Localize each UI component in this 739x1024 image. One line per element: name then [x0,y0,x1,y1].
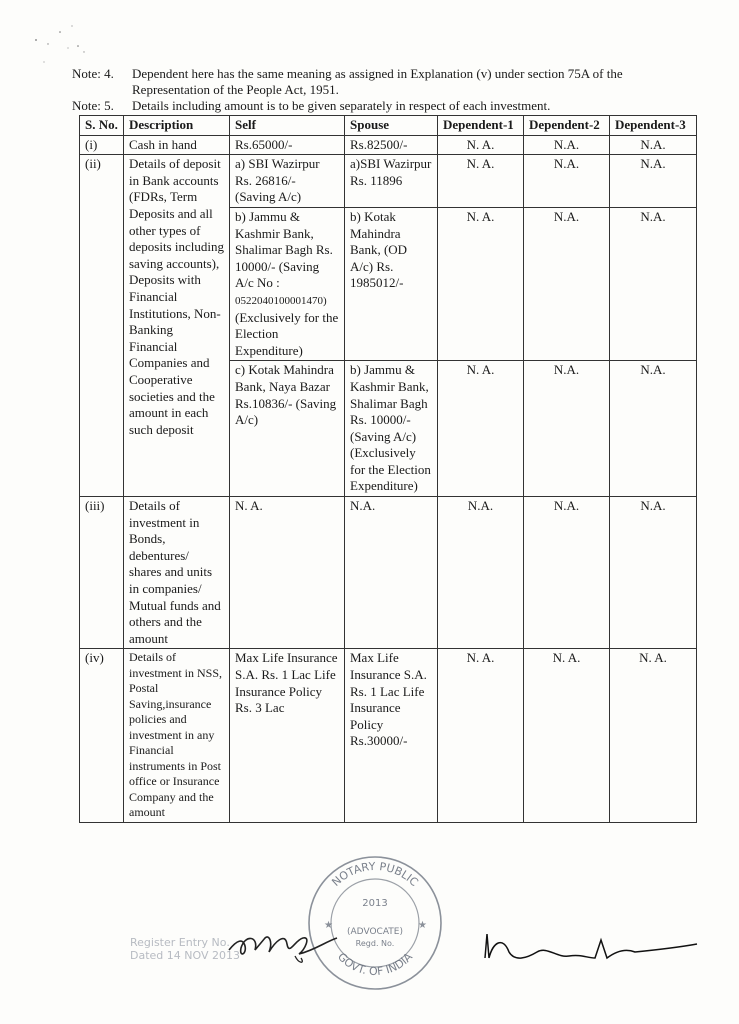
row-1-dependent-2: N.A. [524,135,610,155]
row-2c-dependent-1: N. A. [438,361,524,497]
register-entry-label: Register Entry No. [130,936,230,949]
note-5-text: Details including amount is to be given separately in respect of each investment. [132,98,551,113]
header-spouse: Spouse [345,116,438,136]
row-1-spouse: Rs.82500/- [345,135,438,155]
header-self: Self [230,116,345,136]
register-date: 14 NOV 2013 [166,949,240,962]
row-2-description: Details of deposit in Bank accounts (FDRs, Term Deposits and all other types of deposits including saving accounts), Deposits with Financial Institutions, Non-Banking Financial Companies and Cooperative societies and the amount in each such deposit [124,155,230,497]
row-4-dependent-3: N. A. [610,649,697,823]
seal-center-text: (ADVOCATE) [347,927,403,937]
row-2a-dependent-3: N.A. [610,155,697,208]
row-4-spouse: Max Life Insurance S.A. Rs. 1 Lac Life Insurance Policy Rs.30000/- [345,649,438,823]
row-3-spouse: N.A. [345,497,438,649]
row-2a-dependent-1: N. A. [438,155,524,208]
notary-signature [225,920,345,970]
row-2b-spouse: b) Kotak Mahindra Bank, (OD A/c) Rs. 1985012/- [345,207,438,360]
seal-reg-text: Regd. No. [355,939,395,948]
svg-text:GOVT. OF INDIA [335,950,415,978]
table-row [80,155,697,208]
investments-table [79,115,697,823]
row-4-description: Details of investment in NSS, Postal Saving,insurance policies and investment in any Financial instruments in Post office or Insurance Company and the amount [124,649,230,823]
row-4-sno: (iv) [80,649,124,823]
note-5-label: Note: 5. [72,98,114,113]
deponent-signature [475,928,700,968]
header-sno: S. No. [80,116,124,136]
header-description: Description [124,116,230,136]
note-4 [72,66,702,98]
row-2b-self-rest: (Exclusively for the Election Expenditure) [235,309,339,358]
row-2c-dependent-2: N.A. [524,361,610,497]
scan-specks [28,18,98,68]
row-1-dependent-3: N.A. [610,135,697,155]
row-2b-self-main: b) Jammu & Kashmir Bank, Shalimar Bagh Rs. 10000/- (Saving A/c No : [235,208,333,291]
seal-year: 2013 [362,898,388,909]
note-4-label: Note: 4. [72,66,114,81]
row-2c-spouse: b) Jammu & Kashmir Bank, Shalimar Bagh Rs. 10000/- (Saving A/c) (Exclusively for the Election Expenditure) [345,361,438,497]
row-1-dependent-1: N. A. [438,135,524,155]
svg-text:NOTARY PUBLIC [329,860,421,889]
row-3-sno: (iii) [80,497,124,649]
row-3-dependent-2: N.A. [524,497,610,649]
seal-star-right-icon: ★ [418,920,427,931]
row-1-self: Rs.65000/- [230,135,345,155]
row-2b-dependent-2: N.A. [524,207,610,360]
note-5 [72,98,702,114]
seal-star-left-icon: ★ [324,920,333,931]
signature-area [0,840,739,1024]
row-2c-self: c) Kotak Mahindra Bank, Naya Bazar Rs.10836/- (Saving A/c) [230,361,345,497]
table-header-row [80,116,697,136]
table-row [80,649,697,823]
row-1-sno: (i) [80,135,124,155]
row-3-dependent-1: N.A. [438,497,524,649]
notes-section [72,66,702,114]
header-dependent-1: Dependent-1 [438,116,524,136]
row-2-sno: (ii) [80,155,124,497]
table-row [80,497,697,649]
row-2a-self: a) SBI Wazirpur Rs. 26816/- (Saving A/c) [230,155,345,208]
seal-top-text: NOTARY PUBLIC [329,859,421,889]
row-2c-dependent-3: N.A. [610,361,697,497]
row-2b-self-account: 0522040100001470) [235,294,327,307]
row-2b-self [230,207,345,360]
row-2b-dependent-3: N.A. [610,207,697,360]
row-2b-dependent-1: N. A. [438,207,524,360]
register-dated-label: Dated [130,949,164,962]
header-dependent-2: Dependent-2 [524,116,610,136]
seal-bottom-text: GOVT. OF INDIA [334,950,416,979]
row-4-dependent-2: N. A. [524,649,610,823]
row-3-dependent-3: N.A. [610,497,697,649]
row-3-description: Details of investment in Bonds, debentures/ shares and units in companies/ Mutual funds and others and the amount [124,497,230,649]
note-4-text: Dependent here has the same meaning as assigned in Explanation (v) under section 75A of the Representation of the People Act, 1951. [132,66,623,97]
row-3-self: N. A. [230,497,345,649]
row-2a-spouse: a)SBI Wazirpur Rs. 11896 [345,155,438,208]
row-1-description: Cash in hand [124,135,230,155]
row-4-dependent-1: N. A. [438,649,524,823]
row-4-self: Max Life Insurance S.A. Rs. 1 Lac Life Insurance Policy Rs. 3 Lac [230,649,345,823]
row-2a-dependent-2: N.A. [524,155,610,208]
header-dependent-3: Dependent-3 [610,116,697,136]
table-row [80,135,697,155]
